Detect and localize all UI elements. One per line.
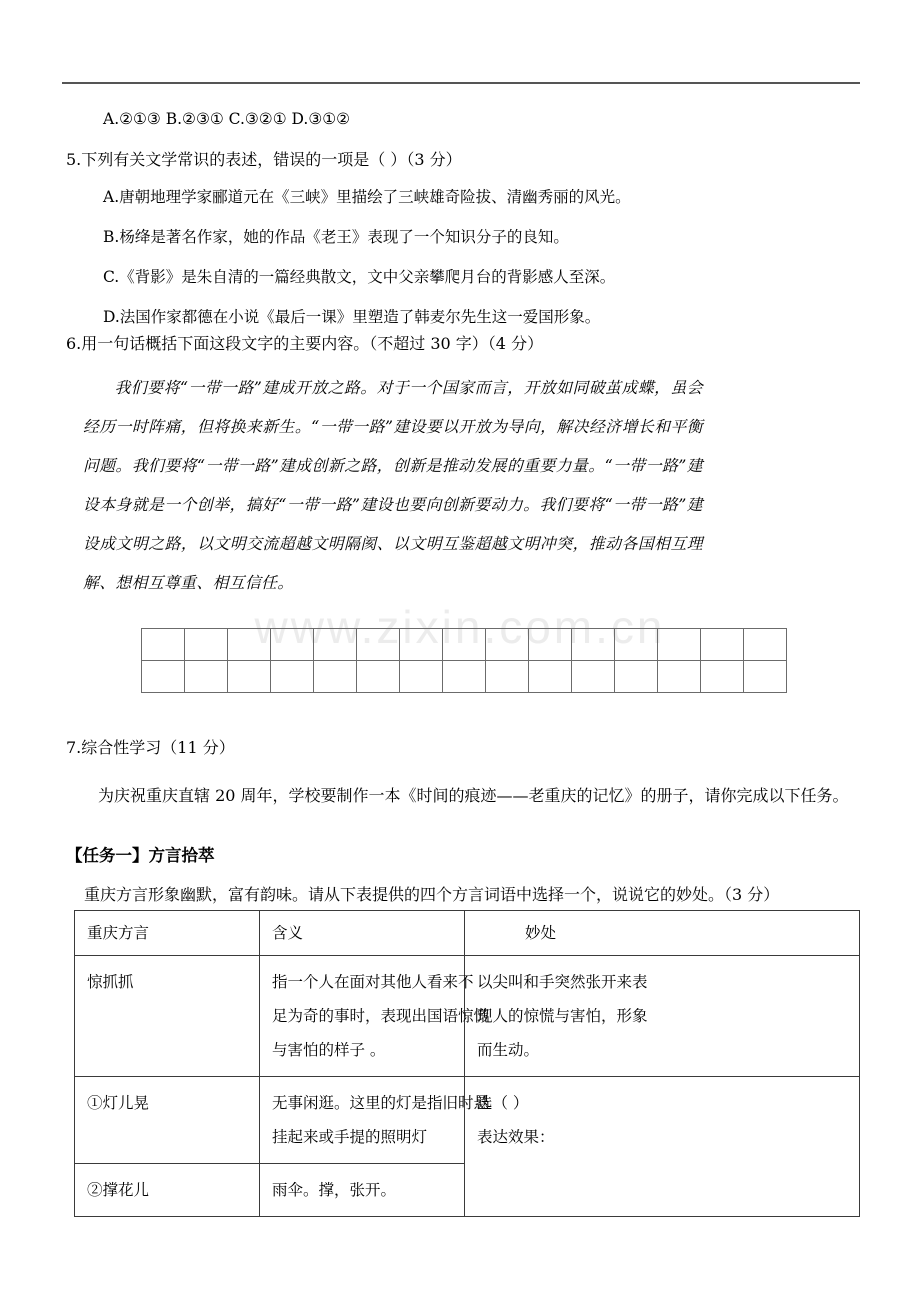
dialect-effect-answer-cell[interactable]: [465, 1077, 860, 1217]
question-6-passage: 我们要将“一带一路”建成开放之路。对于一个国家而言，开放如同破茧成蝶，虽会经历一时阵痛，但将换来新生。“一带一路”建设要以开放为导向，解决经济增长和平衡问题。我们要将“一带一路”建成创新之路，创新是推动发展的重要力量。“一带一路”建设本身就是一个创举，搞好“一带一路”建设也要向创新要动力。我们要将“一带一路”建设成文明之路，以文明交流超越文明隔阂、以文明互鉴超越文明冲突，推动各国相互理解、想相互尊重、相互信任。: [83, 378, 703, 592]
dialect-word-cell: ①灯儿晃: [75, 1077, 260, 1164]
answer-grid-cell[interactable]: [486, 629, 529, 661]
answer-grid-cell[interactable]: [228, 661, 271, 693]
effect-choice-blank[interactable]: 选（ ）: [477, 1094, 529, 1112]
answer-grid-cell[interactable]: [658, 629, 701, 661]
answer-grid-cell[interactable]: [529, 661, 572, 693]
effect-line: 以尖叫和手突然张开来表: [477, 973, 648, 991]
answer-grid-cell[interactable]: [701, 661, 744, 693]
header-divider-rule: [62, 82, 860, 84]
answer-grid-row[interactable]: [142, 661, 787, 693]
answer-grid-cell[interactable]: [486, 661, 529, 693]
answer-grid-cell[interactable]: [185, 661, 228, 693]
answer-character-grid[interactable]: [141, 628, 787, 693]
meaning-line: 挂起来或手提的照明灯: [272, 1128, 428, 1146]
answer-grid-cell[interactable]: [572, 661, 615, 693]
question-6-stem: 6.用一句话概括下面这段文字的主要内容。（不超过 30 字）（4 分）: [66, 334, 544, 353]
answer-grid-cell[interactable]: [271, 661, 314, 693]
task-one-intro: 重庆方言形象幽默，富有韵味。请从下表提供的四个方言词语中选择一个，说说它的妙处。（3 分）: [84, 885, 780, 904]
meaning-line: 无事闲逛。这里的灯是指旧时悬: [272, 1094, 490, 1112]
meaning-line: 雨伞。撑，张开。: [272, 1181, 397, 1199]
effect-line: 现人的惊慌与害怕，形象: [477, 1007, 648, 1025]
question-5-option-a: A.唐朝地理学家郦道元在《三峡》里描绘了三峡雄奇险拔、清幽秀丽的风光。: [103, 188, 631, 206]
answer-grid-cell[interactable]: [615, 629, 658, 661]
answer-grid-row[interactable]: [142, 629, 787, 661]
question-7-intro: 为庆祝重庆直辖 20 周年，学校要制作一本《时间的痕迹——老重庆的记忆》的册子，请你完成以下任务。: [98, 786, 849, 805]
answer-grid-cell[interactable]: [572, 629, 615, 661]
answer-grid-cell[interactable]: [314, 629, 357, 661]
answer-grid-cell[interactable]: [744, 661, 787, 693]
meaning-line: 指一个人在面对其他人看来不: [272, 973, 474, 991]
dialect-meaning-cell: [260, 1077, 490, 1164]
effect-explanation-label[interactable]: 表达效果：: [477, 1128, 555, 1146]
answer-grid-cell[interactable]: [443, 661, 486, 693]
dialect-table: [74, 910, 860, 1217]
answer-grid-cell[interactable]: [271, 629, 314, 661]
table-header-meaning: 含义: [260, 911, 465, 956]
question-5-option-d: D.法国作家都德在小说《最后一课》里塑造了韩麦尔先生这一爱国形象。: [103, 308, 601, 326]
table-row: [75, 956, 860, 1077]
dialect-meaning-cell: [260, 1164, 465, 1217]
answer-grid-cell[interactable]: [142, 661, 185, 693]
answer-grid-cell[interactable]: [142, 629, 185, 661]
effect-line: 而生动。: [477, 1041, 540, 1059]
task-one-title: 【任务一】方言拾萃: [66, 846, 215, 865]
watermark-text: www.zixin.com.cn: [254, 601, 666, 653]
answer-grid-cell[interactable]: [615, 661, 658, 693]
dialect-word-cell: 惊抓抓: [75, 956, 260, 1077]
table-header-dialect: 重庆方言: [75, 911, 260, 956]
question-4-choices: A.②①③ B.②③① C.③②① D.③①②: [103, 110, 351, 128]
meaning-line: 与害怕的样子 。: [272, 1041, 386, 1059]
answer-grid-cell[interactable]: [228, 629, 271, 661]
answer-grid-cell[interactable]: [443, 629, 486, 661]
answer-grid-cell[interactable]: [400, 661, 443, 693]
answer-grid-cell[interactable]: [185, 629, 228, 661]
dialect-word-cell: ②撑花儿: [75, 1164, 260, 1217]
question-5-option-c: C.《背影》是朱自清的一篇经典散文，文中父亲攀爬月台的背影感人至深。: [103, 268, 616, 286]
answer-grid-cell[interactable]: [744, 629, 787, 661]
answer-grid-cell[interactable]: [357, 629, 400, 661]
answer-grid-cell[interactable]: [658, 661, 701, 693]
answer-grid-cell[interactable]: [314, 661, 357, 693]
question-5-stem: 5.下列有关文学常识的表述，错误的一项是（ ）（3 分）: [66, 150, 462, 169]
table-header-row: [75, 911, 860, 956]
question-5-option-b: B.杨绛是著名作家，她的作品《老王》表现了一个知识分子的良知。: [103, 228, 569, 246]
meaning-line: 足为奇的事时，表现出国语惊慌: [272, 1007, 490, 1025]
answer-grid-cell[interactable]: [357, 661, 400, 693]
dialect-meaning-cell: [260, 956, 490, 1077]
table-row: [75, 1077, 860, 1164]
answer-grid-cell[interactable]: [701, 629, 744, 661]
answer-grid-cell[interactable]: [529, 629, 572, 661]
dialect-effect-cell: [465, 956, 860, 1077]
question-7-stem: 7.综合性学习（11 分）: [66, 738, 235, 757]
table-header-effect: 妙处: [465, 911, 860, 956]
answer-grid-cell[interactable]: [400, 629, 443, 661]
